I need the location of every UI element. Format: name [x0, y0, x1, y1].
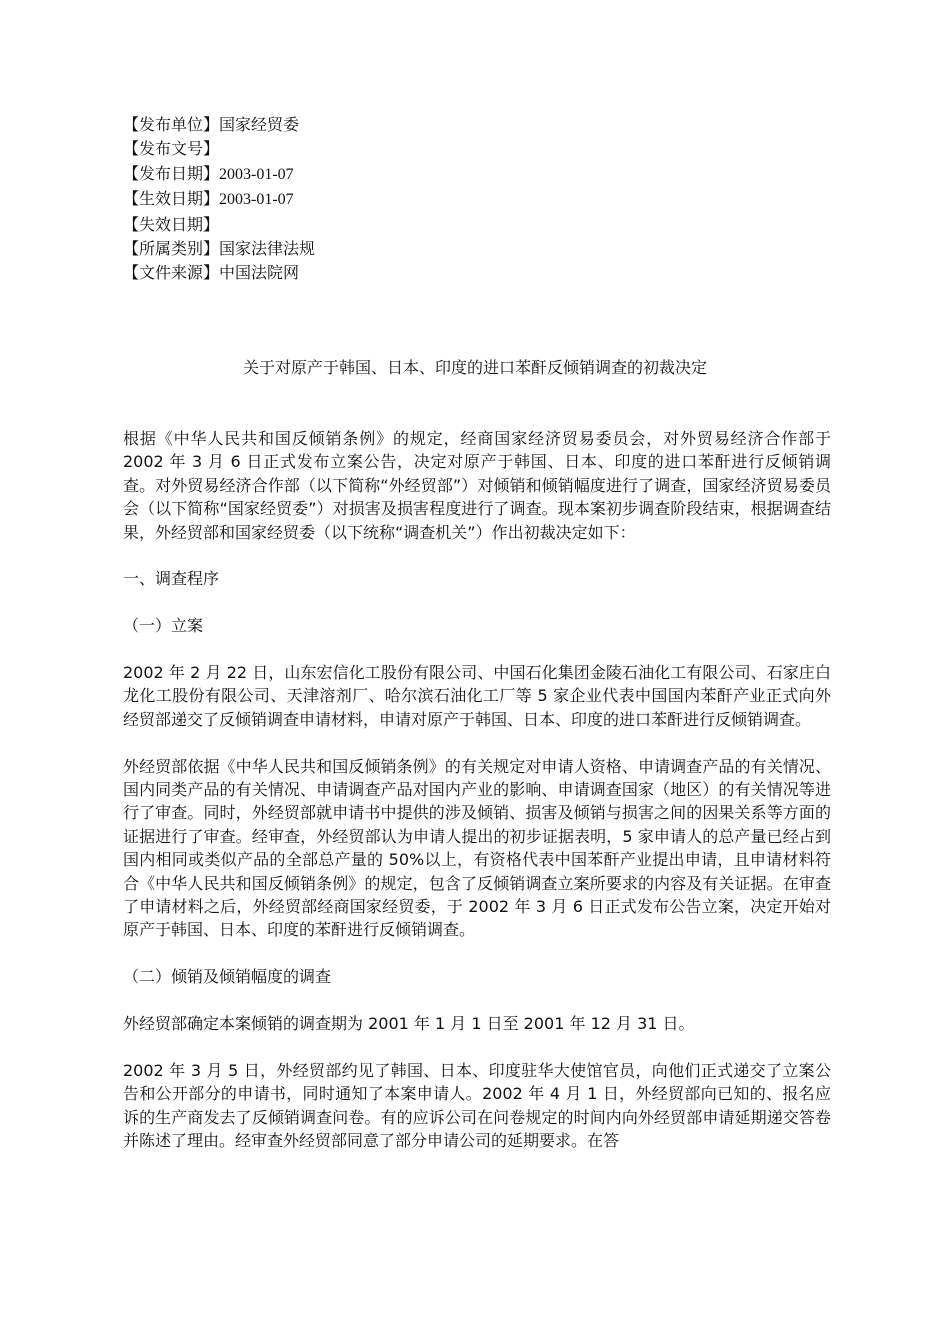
meta-value: 国家法律法规 [219, 239, 316, 259]
paragraph-investigation-period: 外经贸部确定本案倾销的调查期为 2001 年 1 月 1 日至 2001 年 12 月 31 日。 [123, 1014, 695, 1034]
document-metadata [123, 113, 823, 286]
meta-label: 【所属类别】 [123, 239, 220, 259]
paragraph-application: 2002 年 2 月 22 日，山东宏信化工股份有限公司、中国石化集团金陵石油化工有限公司、石家庄白龙化工股份有限公司、天津溶剂厂、哈尔滨石油化工厂等 5 家企业代表中国国内苯酐产业正式向外经贸部递交了反倾销调查申请材料，申请对原产于韩国、日本、印度的进口苯酐进行反倾销调查。 [123, 663, 831, 729]
meta-effective-date [123, 187, 823, 212]
meta-publish-date [123, 162, 823, 187]
document-body [123, 427, 831, 1176]
meta-label: 【发布单位】 [123, 115, 220, 134]
meta-expiry-date [123, 213, 823, 237]
subsection-heading-dumping: （二）倾销及倾销幅度的调查 [123, 967, 332, 987]
meta-document-number [123, 137, 823, 161]
meta-value: 中国法院网 [219, 263, 300, 283]
meta-value: 2003-01-07 [219, 165, 294, 183]
meta-label: 【生效日期】 [123, 189, 220, 209]
section-heading-procedure: 一、调查程序 [123, 569, 220, 589]
paragraph-review: 外经贸部依据《中华人民共和国反倾销条例》的有关规定对申请人资格、申请调查产品的有关情况、国内同类产品的有关情况、申请调查产品对国内产业的影响、申请调查国家（地区）的有关情况等进行了审查。同时，外经贸部就申请书中提供的涉及倾销、损害及倾销与损害之间的因果关系等方面的证据进行了审查。经审查，外经贸部认为申请人提出的初步证据表明，5 家申请人的总产量已经占到国内相同或类似产品的全部总产量的 50%以上，有资格代表中国苯酐产业提出申请，且申请材料符合《中华人民共和国反倾销条例》的规定，包含了反倾销调查立案所要求的内容及有关证据。在审查了申请材料之后，外经贸部经商国家经贸委，于 2002 年 3 月 6 日正式发布公告立案，决定开始对原产于韩国、日本、印度的苯酐进行反倾销调查。 [123, 756, 831, 940]
meta-label: 【发布文号】 [123, 139, 220, 159]
paragraph-questionnaire: 2002 年 3 月 5 日，外经贸部约见了韩国、日本、印度驻华大使馆官员，向他们正式递交了立案公告和公开部分的申请书，同时通知了本案申请人。2002 年 4 月 1 日，外经贸部向已知的、报名应诉的生产商发去了反倾销调查问卷。有的应诉公司在问卷规定的时间内向外经贸部申请延期递交答卷并陈述了理由。经审查外经贸部同意了部分申请公司的延期要求。在答 [123, 1060, 831, 1151]
meta-source [123, 261, 823, 285]
meta-label: 【文件来源】 [123, 263, 220, 283]
meta-value: 2003-01-07 [219, 191, 294, 209]
meta-value: 国家经贸委 [219, 115, 300, 134]
meta-label: 【发布日期】 [123, 163, 220, 183]
meta-publisher [123, 113, 823, 137]
subsection-heading-filing: （一）立案 [123, 616, 204, 636]
meta-label: 【失效日期】 [123, 214, 220, 234]
meta-category [123, 237, 823, 261]
paragraph-intro: 根据《中华人民共和国反倾销条例》的规定，经商国家经济贸易委员会，对外贸易经济合作部于 2002 年 3 月 6 日正式发布立案公告，决定对原产于韩国、日本、印度的进口苯酐进行反倾销调查。对外贸易经济合作部（以下简称“外经贸部”）对倾销和倾销幅度进行了调查，国家经济贸易委员会（以下简称“国家经贸委”）对损害及损害程度进行了调查。现本案初步调查阶段结束，根据调查结果，外经贸部和国家经贸委（以下统称“调查机关”）作出初裁决定如下： [123, 429, 831, 542]
document-title: 关于对原产于韩国、日本、印度的进口苯酐反倾销调查的初裁决定 [242, 358, 707, 377]
